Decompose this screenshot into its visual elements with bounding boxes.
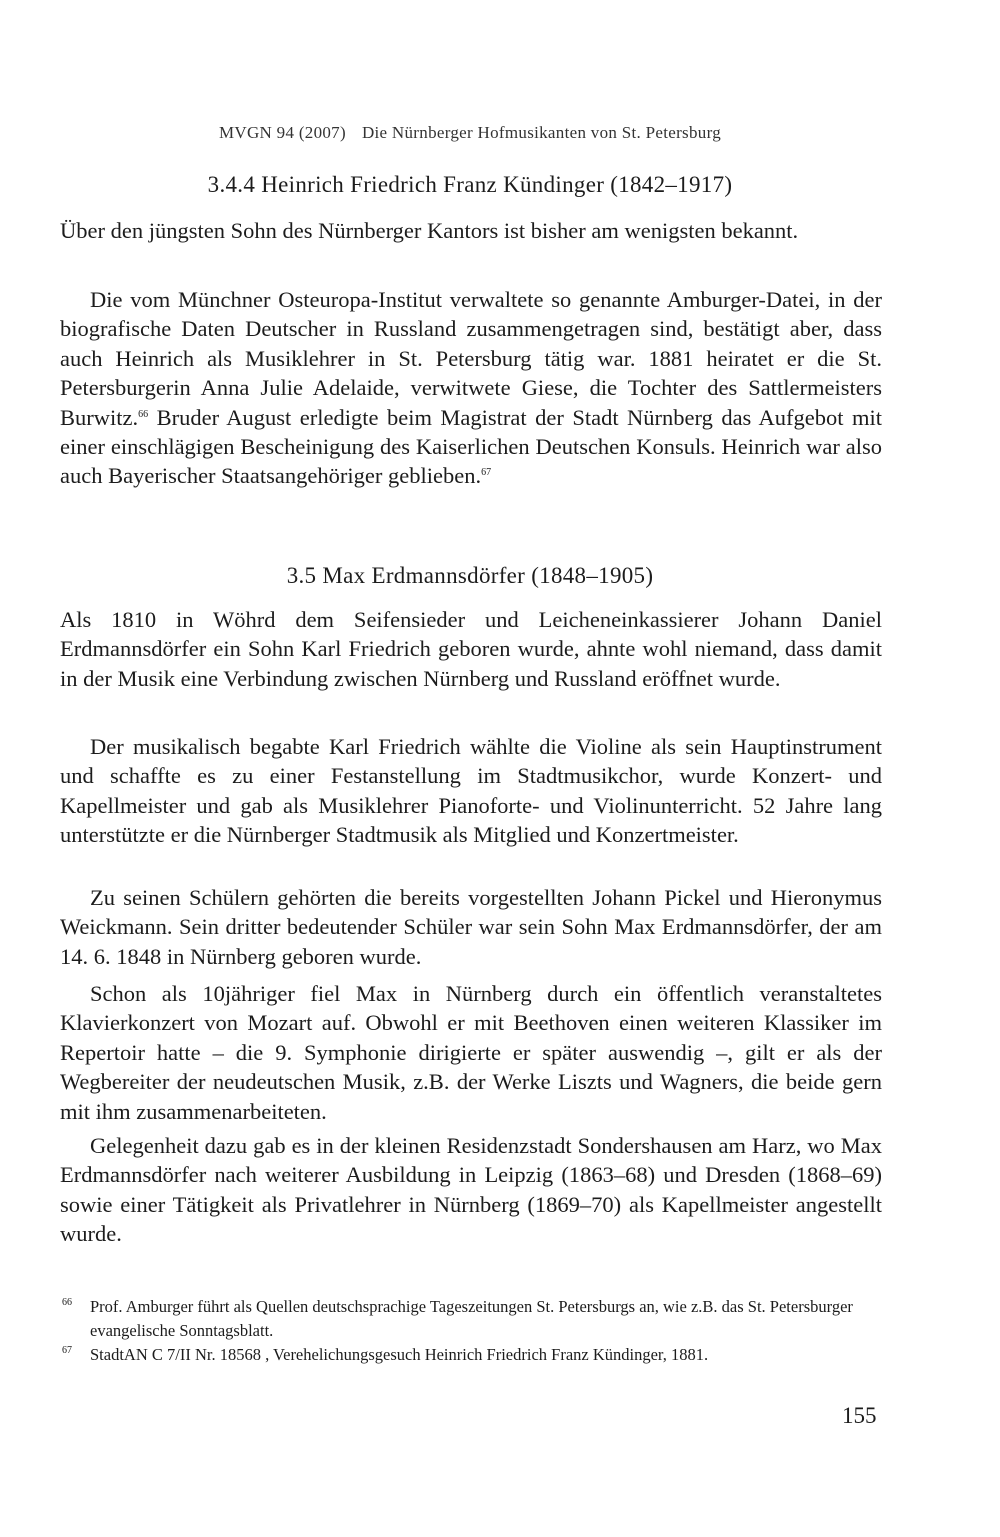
footnotes: [60, 1295, 890, 1367]
paragraph-kuendinger-amburger: [60, 285, 882, 491]
footnote-text: Prof. Amburger führt als Quellen deutschsprachige Tageszeitungen St. Petersburgs an, wie z.B. das St. Petersburger evangelische Sonntagsblatt.: [90, 1297, 853, 1340]
running-head-title: Die Nürnberger Hofmusikanten von St. Petersburg: [361, 123, 722, 142]
footnote-67: [60, 1343, 890, 1367]
paragraph-erdmannsdoerfer-birth: Als 1810 in Wöhrd dem Seifensieder und Leicheneinkassierer Johann Daniel Erdmannsdörfer ein Sohn Karl Friedrich geboren wurde, ahnte wohl niemand, dass damit in der Musik eine Verbindung zwischen Nürnberg und Russland eröffnet wurde.: [60, 607, 882, 691]
footnote-text: StadtAN C 7/II Nr. 18568 , Verehelichungsgesuch Heinrich Friedrich Franz Kündinger, 1881.: [90, 1345, 709, 1364]
footnote-ref-67: 67: [481, 467, 492, 479]
paragraph-text: Bruder August erledigte beim Magistrat der Stadt Nürnberg das Aufgebot mit einer einschlägigen Bescheinigung des Kaiserlichen Deutschen Konsuls. Heinrich war also auch Bayerischer Staatsangehöriger geblieben.: [60, 404, 882, 489]
running-head-journal: MVGN 94 (2007): [218, 123, 346, 142]
page-number: 155: [842, 1403, 877, 1428]
footnote-number: 66: [62, 1297, 72, 1308]
paragraph-sondershausen: Gelegenheit dazu gab es in der kleinen Residenzstadt Sondershausen am Harz, wo Max Erdmannsdörfer nach weiterer Ausbildung in Leipzig (1863–68) und Dresden (1868–69) sowie einer Tätigkeit als Privatlehrer in Nürnberg (1869–70) als Kapellmeister angestellt wurde.: [60, 1133, 882, 1247]
paragraph-students: Zu seinen Schülern gehörten die bereits vorgestellten Johann Pickel und Hieronymus Weickmann. Sein dritter bedeutender Schüler war sein Sohn Max Erdmannsdörfer, der am 14. 6. 1848 in Nürnberg geboren wurde.: [60, 885, 882, 969]
paragraph-kuendinger-intro: Über den jüngsten Sohn des Nürnberger Kantors ist bisher am wenigsten bekannt.: [60, 218, 799, 243]
running-head: [60, 123, 880, 143]
section-heading-kuendinger: 3.4.4 Heinrich Friedrich Franz Kündinger (1842–1917): [207, 172, 733, 197]
paragraph-text: Die vom Münchner Osteuropa-Institut verwaltete so genannte Amburger-Datei, in der biografische Daten Deutscher in Russland zusammengetragen sind, bestätigt aber, dass auch Heinrich als Musiklehrer in St. Petersburg tätig war. 1881 heiratet er die St. Petersburgerin Anna Julie Adelaide, verwitwete Giese, die Tochter des Sattlermeisters Burwitz.: [60, 287, 882, 430]
footnote-66: [60, 1295, 890, 1343]
section-heading-erdmannsdoerfer: 3.5 Max Erdmannsdörfer (1848–1905): [286, 563, 654, 588]
paragraph-karl-friedrich: Der musikalisch begabte Karl Friedrich wählte die Violine als sein Hauptinstrument und schaffte es zu einer Festanstellung im Stadtmusikchor, wurde Konzert- und Kapellmeister und gab als Musiklehrer Pianoforte- und Violinunterricht. 52 Jahre lang unterstützte er die Nürnberger Stadtmusik als Mitglied und Konzertmeister.: [60, 734, 882, 848]
footnote-number: 67: [62, 1345, 72, 1356]
paragraph-mozart-concert: Schon als 10jähriger fiel Max in Nürnberg durch ein öffentlich veranstaltetes Klavierkonzert von Mozart auf. Obwohl er mit Beethoven einen weiteren Klassiker im Repertoir hatte – die 9. Symphonie dirigierte er später auswendig –, gilt er als der Wegbereiter der neudeutschen Musik, z.B. der Werke Liszts und Wagners, die beide gern mit ihm zusammenarbeiteten.: [60, 981, 882, 1124]
footnote-ref-66: 66: [138, 408, 149, 420]
